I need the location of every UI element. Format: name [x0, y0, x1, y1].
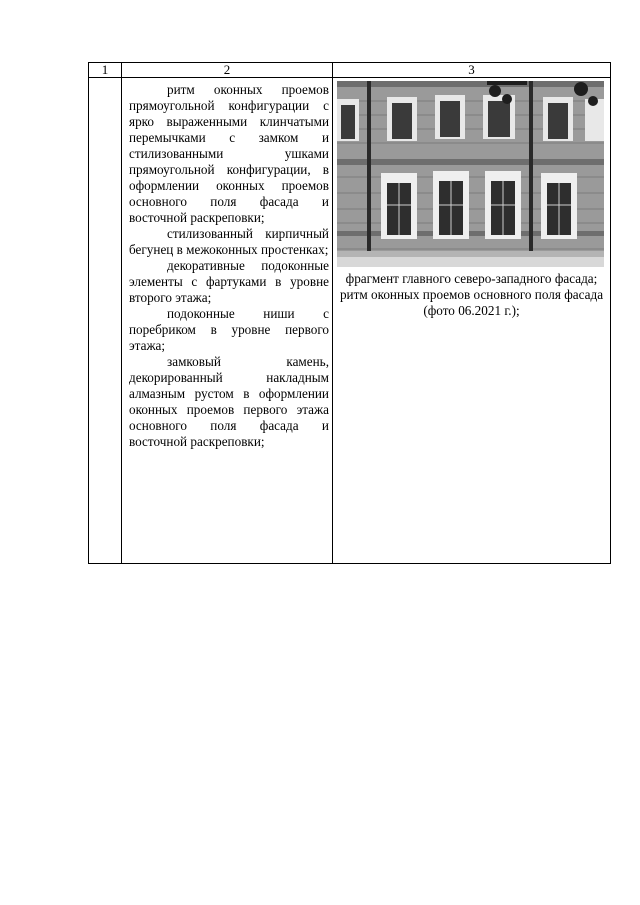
row-number-cell [89, 78, 122, 564]
column-header-1: 1 [89, 63, 122, 78]
content-row [89, 78, 611, 564]
description-item: ритм оконных проемов прямоугольной конфигурации с ярко выраженными клинчатыми перемычками с замком и стилизованными ушками прямоугольной конфигурации, в оформлении оконных проемов основного поля фасада и восточной раскреповки; [129, 82, 329, 225]
column-header-2: 2 [122, 63, 333, 78]
facade-photo [337, 81, 604, 267]
document-table [88, 62, 611, 564]
photo-cell [333, 78, 611, 564]
column-header-3: 3 [333, 63, 611, 78]
description-item: декоративные подоконные элементы с фартуками в уровне второго этажа; [129, 258, 329, 305]
description-item: стилизованный кирпичный бегунец в межоконных простенках; [129, 226, 329, 257]
header-row [89, 63, 611, 78]
description-cell [122, 78, 333, 564]
description-item: замковый камень, декорированный накладным алмазным рустом в оформлении оконных проемов первого этажа основного поля фасада и восточной раскреповки; [129, 354, 329, 449]
photo-caption: фрагмент главного северо-западного фасада; ритм оконных проемов основного поля фасада (фото 06.2021 г.); [339, 271, 604, 318]
description-item: подоконные ниши с поребриком в уровне первого этажа; [129, 306, 329, 353]
